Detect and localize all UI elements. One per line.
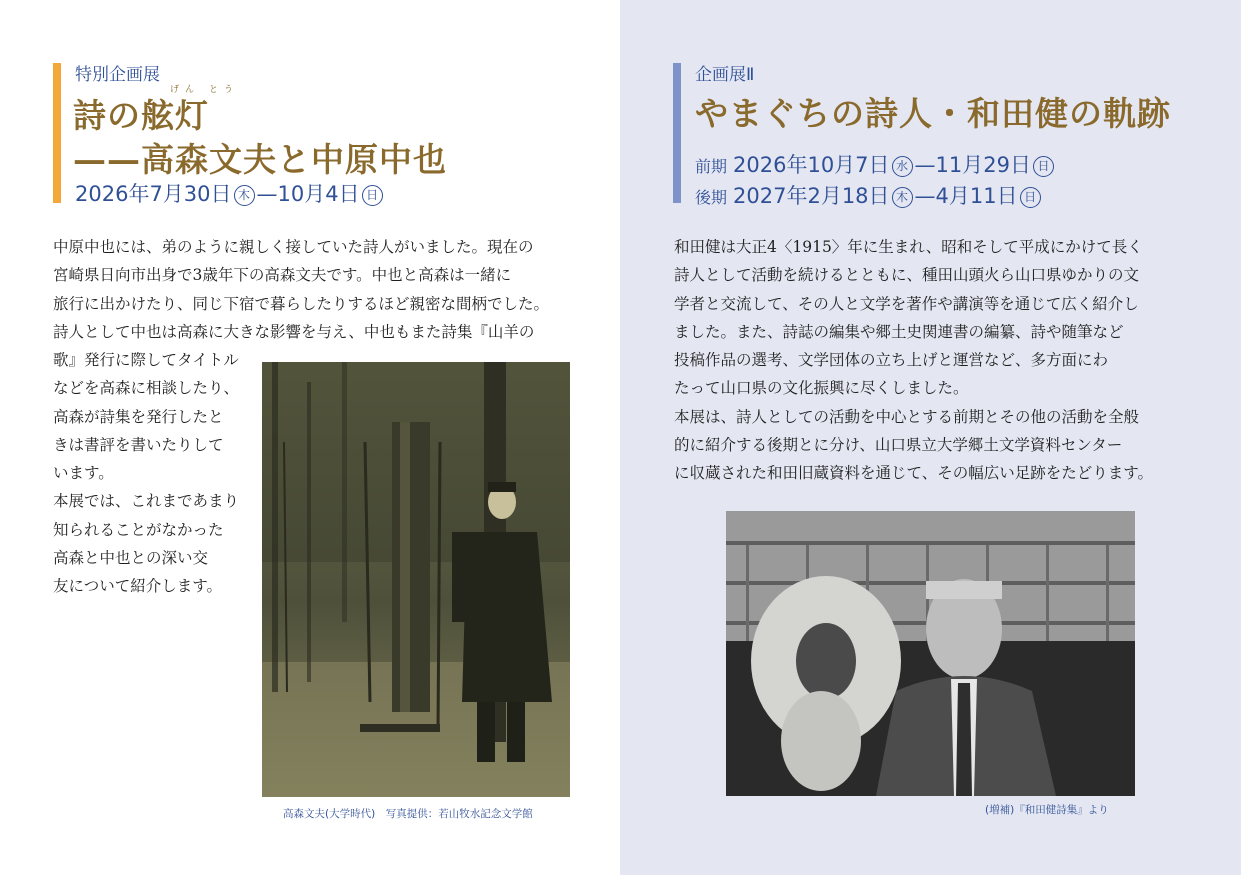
weekday-badge: 日 bbox=[1020, 187, 1041, 208]
left-panel bbox=[0, 0, 620, 875]
right-panel bbox=[620, 0, 1241, 875]
title-ruby: げん とう bbox=[170, 85, 239, 95]
period-first: 前期 2026年10月7日 水 —11月29日 日 bbox=[695, 149, 1056, 179]
weekday-badge: 木 bbox=[892, 187, 913, 208]
text-line: 高森と中也との深い交 bbox=[53, 549, 209, 568]
text-line: 投稿作品の選考、文学団体の立ち上げと運営など、多方面にわ bbox=[674, 351, 1109, 370]
weekday-badge: 日 bbox=[362, 185, 383, 206]
period-second: 後期 2027年2月18日 木 —4月11日 日 bbox=[695, 180, 1043, 210]
text-line: 高森が詩集を発行したと bbox=[53, 407, 224, 426]
text-line: います。 bbox=[53, 464, 114, 483]
accent-bar-blue bbox=[673, 63, 681, 203]
exhibit-title: 詩の舷灯 bbox=[73, 96, 209, 135]
exhibit-title: やまぐちの詩人・和田健の軌跡 bbox=[695, 94, 1171, 133]
text-line: などを高森に相談したり、 bbox=[53, 379, 240, 398]
intro-text-narrow bbox=[53, 346, 258, 601]
text-line: 旅行に出かけたり、同じ下宿で暮らしたりするほど親密な間柄でした。 bbox=[53, 294, 550, 313]
text-line: きは書評を書いたりして bbox=[53, 435, 224, 454]
exhibit-label: 特別企画展 bbox=[75, 65, 160, 85]
photo-takamori bbox=[262, 362, 570, 797]
text-line: 友について紹介します。 bbox=[53, 577, 222, 596]
exhibit-subtitle: ——高森文夫と中原中也 bbox=[73, 140, 447, 179]
text-line: 歌』発行に際してタイトル bbox=[53, 351, 239, 369]
weekday-badge: 日 bbox=[1033, 156, 1054, 177]
weekday-badge: 木 bbox=[234, 185, 255, 206]
weekday-badge: 水 bbox=[892, 156, 913, 177]
text-line: 知られることがなかった bbox=[53, 520, 224, 539]
photo-wada bbox=[726, 511, 1135, 796]
text-line: 和田健は大正4〈1915〉年に生まれ、昭和そして平成にかけて長く bbox=[674, 238, 1143, 256]
text-line: ました。また、詩誌の編集や郷土史関連書の編纂、詩や随筆など bbox=[674, 322, 1124, 341]
intro-text-full bbox=[53, 233, 593, 346]
accent-bar-orange bbox=[53, 63, 61, 203]
text-line: 本展は、詩人としての活動を中心とする前期とその他の活動を全般 bbox=[674, 407, 1140, 426]
text-line: 学者と交流して、その人と文学を著作や講演等を通じて広く紹介し bbox=[674, 294, 1139, 313]
text-line: 本展では、これまであまり bbox=[53, 492, 240, 511]
text-line: たって山口県の文化振興に尽くしました。 bbox=[674, 379, 969, 398]
text-line: 詩人として中也は高森に大きな影響を与え、中也もまた詩集『山羊の bbox=[53, 322, 535, 341]
text-line: 詩人として活動を続けるとともに、種田山頭火ら山口県ゆかりの文 bbox=[674, 266, 1140, 285]
text-line: 宮崎県日向市出身で3歳年下の高森文夫です。中也と高森は一緒に bbox=[53, 266, 512, 285]
exhibit-dates: 2026年7月30日 木 —10月4日 日 bbox=[75, 178, 385, 208]
text-line: に収蔵された和田旧蔵資料を通じて、その幅広い足跡をたどります。 bbox=[674, 464, 1153, 483]
text-line: 的に紹介する後期とに分け、山口県立大学郷土文学資料センター bbox=[674, 436, 1123, 455]
text-line: 中原中也には、弟のように親しく接していた詩人がいました。現在の bbox=[53, 238, 534, 256]
exhibit-description bbox=[674, 233, 1214, 488]
photo-caption: 高森文夫(大学時代) 写真提供：若山牧水記念文学館 bbox=[283, 808, 533, 820]
exhibit-label: 企画展Ⅱ bbox=[695, 65, 755, 85]
photo-caption: (増補)『和田健詩集』より bbox=[985, 804, 1109, 816]
